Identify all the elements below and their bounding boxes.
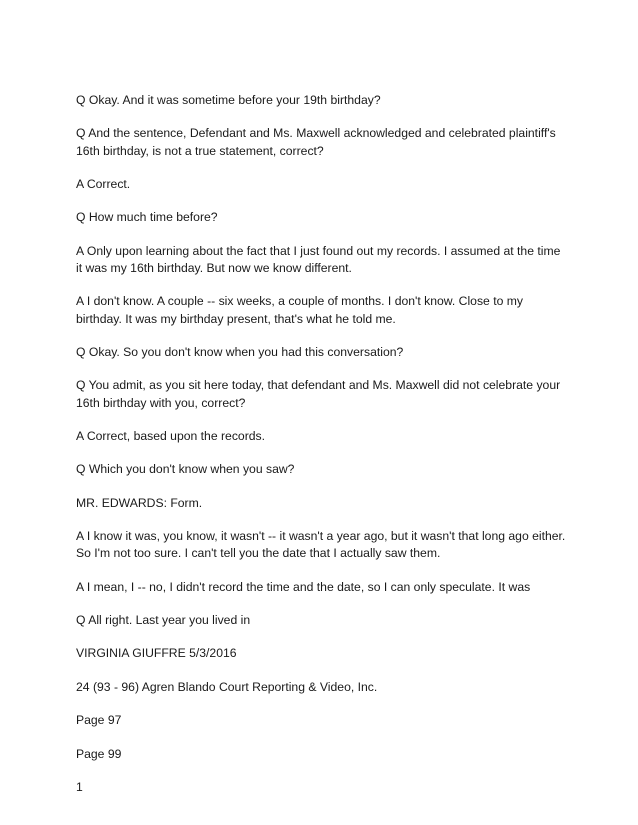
objection-paragraph: MR. EDWARDS: Form. <box>76 495 203 510</box>
reporter-footer: 24 (93 - 96) Agren Blando Court Reporting & Video, Inc. <box>76 679 378 694</box>
answer-paragraph: A I don't know. A couple -- six weeks, a couple of months. I don't know. Close to my birthday. It was my birthday present, that's what he told me. <box>76 294 524 326</box>
answer-paragraph: A I know it was, you know, it wasn't -- it wasn't a year ago, but it wasn't that long ago either. So I'm not too sure. I can't tell you the date that I actually saw them. <box>76 529 566 561</box>
question-paragraph: Q Which you don't know when you saw? <box>76 462 295 477</box>
question-paragraph: Q You admit, as you sit here today, that defendant and Ms. Maxwell did not celebrate your 16th birthday with you, correct? <box>76 378 561 410</box>
answer-paragraph: A Only upon learning about the fact that I just found out my records. I assumed at the time it was my 16th birthday. But now we know different. <box>76 243 561 275</box>
deponent-header: VIRGINIA GIUFFRE 5/3/2016 <box>76 646 237 661</box>
question-paragraph: Q All right. Last year you lived in <box>76 613 251 628</box>
question-paragraph: Q Okay. And it was sometime before your 19th birthday? <box>76 93 381 107</box>
question-paragraph: Q How much time before? <box>76 210 218 225</box>
page-label: Page 99 <box>76 746 122 761</box>
answer-paragraph: A I mean, I -- no, I didn't record the time and the date, so I can only speculate. It was <box>76 579 531 594</box>
page-number: 1 <box>76 780 83 795</box>
answer-paragraph: A Correct, based upon the records. <box>76 428 266 443</box>
document-page <box>76 92 566 812</box>
page-label: Page 97 <box>76 713 122 728</box>
answer-paragraph: A Correct. <box>76 176 131 191</box>
question-paragraph: Q And the sentence, Defendant and Ms. Maxwell acknowledged and celebrated plaintiff's 16th birthday, is not a true statement, correct? <box>76 126 556 158</box>
question-paragraph: Q Okay. So you don't know when you had this conversation? <box>76 344 404 359</box>
